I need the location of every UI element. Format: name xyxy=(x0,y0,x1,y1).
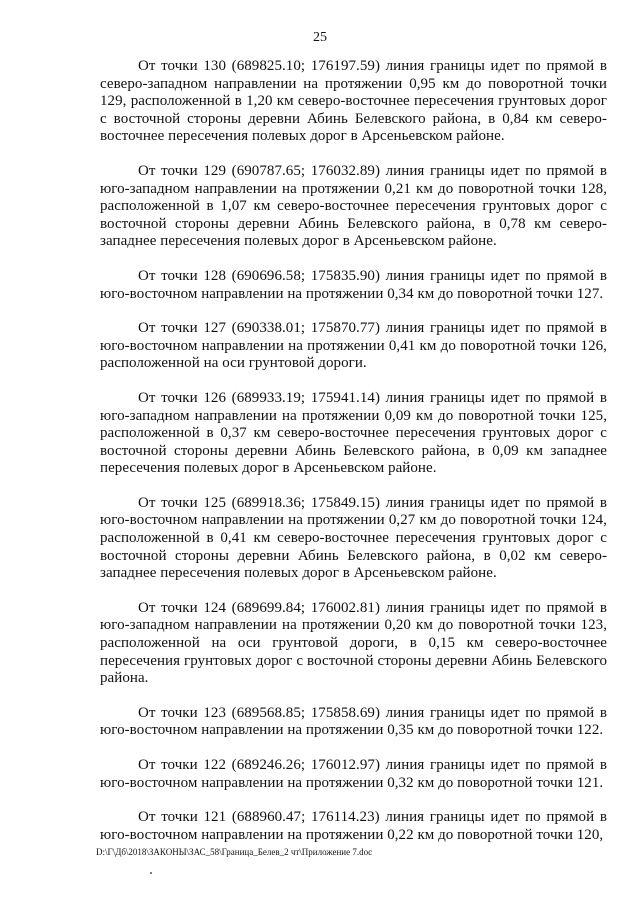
boundary-paragraph-122: От точки 122 (689246.26; 176012.97) линия границы идет по прямой в юго-восточном направлении на протяжении 0,32 км до поворотной точки 121. xyxy=(100,757,607,791)
boundary-paragraph-129: От точки 129 (690787.65; 176032.89) линия границы идет по прямой в юго-западном направлении на протяжении 0,21 км до поворотной точки 128, расположенной в 1,07 км северо-восточнее пересечения грунтовых дорог с восточной стороны деревни Абинь Белевского района, в 0,78 км северо-западнее пересечения полевых дорог в Арсеньевском районе. xyxy=(100,162,607,250)
boundary-paragraph-123: От точки 123 (689568.85; 175858.69) линия границы идет по прямой в юго-восточном направлении на протяжении 0,35 км до поворотной точки 122. xyxy=(100,704,607,739)
boundary-paragraph-126: От точки 126 (689933.19; 175941.14) линия границы идет по прямой в юго-западном направлении на протяжении 0,09 км до поворотной точки 125, расположенной в 0,37 км северо-восточнее пересечения грунтовых дорог с восточной стороны деревни Абинь Белевского района, в 0,09 км западнее пересечения полевых дорог в Арсеньевском районе. xyxy=(100,389,607,477)
page-number: 25 xyxy=(313,30,327,45)
boundary-paragraph-121: От точки 121 (688960.47; 176114.23) линия границы идет по прямой в юго-восточном направлении на протяжении 0,22 км до поворотной точки 120, xyxy=(100,809,607,843)
boundary-paragraph-128: От точки 128 (690696.58; 175835.90) линия границы идет по прямой в юго-восточном направлении на протяжении 0,34 км до поворотной точки 127. xyxy=(100,267,607,302)
scan-speck xyxy=(150,872,152,874)
boundary-paragraph-130: От точки 130 (689825.10; 176197.59) линия границы идет по прямой в северо-западном направлении на протяжении 0,95 км до поворотной точки 129, расположенной в 1,20 км северо-восточнее пересечения грунтовых дорог с восточной стороны деревни Абинь Белевского района, в 0,84 км северо-восточнее пересечения полевых дорог в Арсеньевском районе. xyxy=(100,58,607,145)
boundary-paragraph-125: От точки 125 (689918.36; 175849.15) линия границы идет по прямой в юго-восточном направлении на протяжении 0,27 км до поворотной точки 124, расположенной в 0,41 км северо-восточнее пересечения грунтовых дорог с восточной стороны деревни Абинь Белевского района, в 0,02 км северо-западнее пересечения полевых дорог в Арсеньевском районе. xyxy=(100,494,607,582)
boundary-paragraph-124: От точки 124 (689699.84; 176002.81) линия границы идет по прямой в юго-западном направлении на протяжении 0,20 км до поворотной точки 123, расположенной на оси грунтовой дороги, в 0,15 км северо-восточнее пересечения грунтовых дорог с восточной стороны деревни Абинь Белевского района. xyxy=(100,599,607,687)
document-body xyxy=(100,58,607,861)
file-path-footer: D:\Г\Дб\2018\ЗАКОНЫ\ЗАС_58\Граница_Белев_2 чт\Приложение 7.doc xyxy=(96,847,373,857)
boundary-paragraph-127: От точки 127 (690338.01; 175870.77) линия границы идет по прямой в юго-восточном направлении на протяжении 0,41 км до поворотной точки 126, расположенной на оси грунтовой дороги. xyxy=(100,320,607,372)
